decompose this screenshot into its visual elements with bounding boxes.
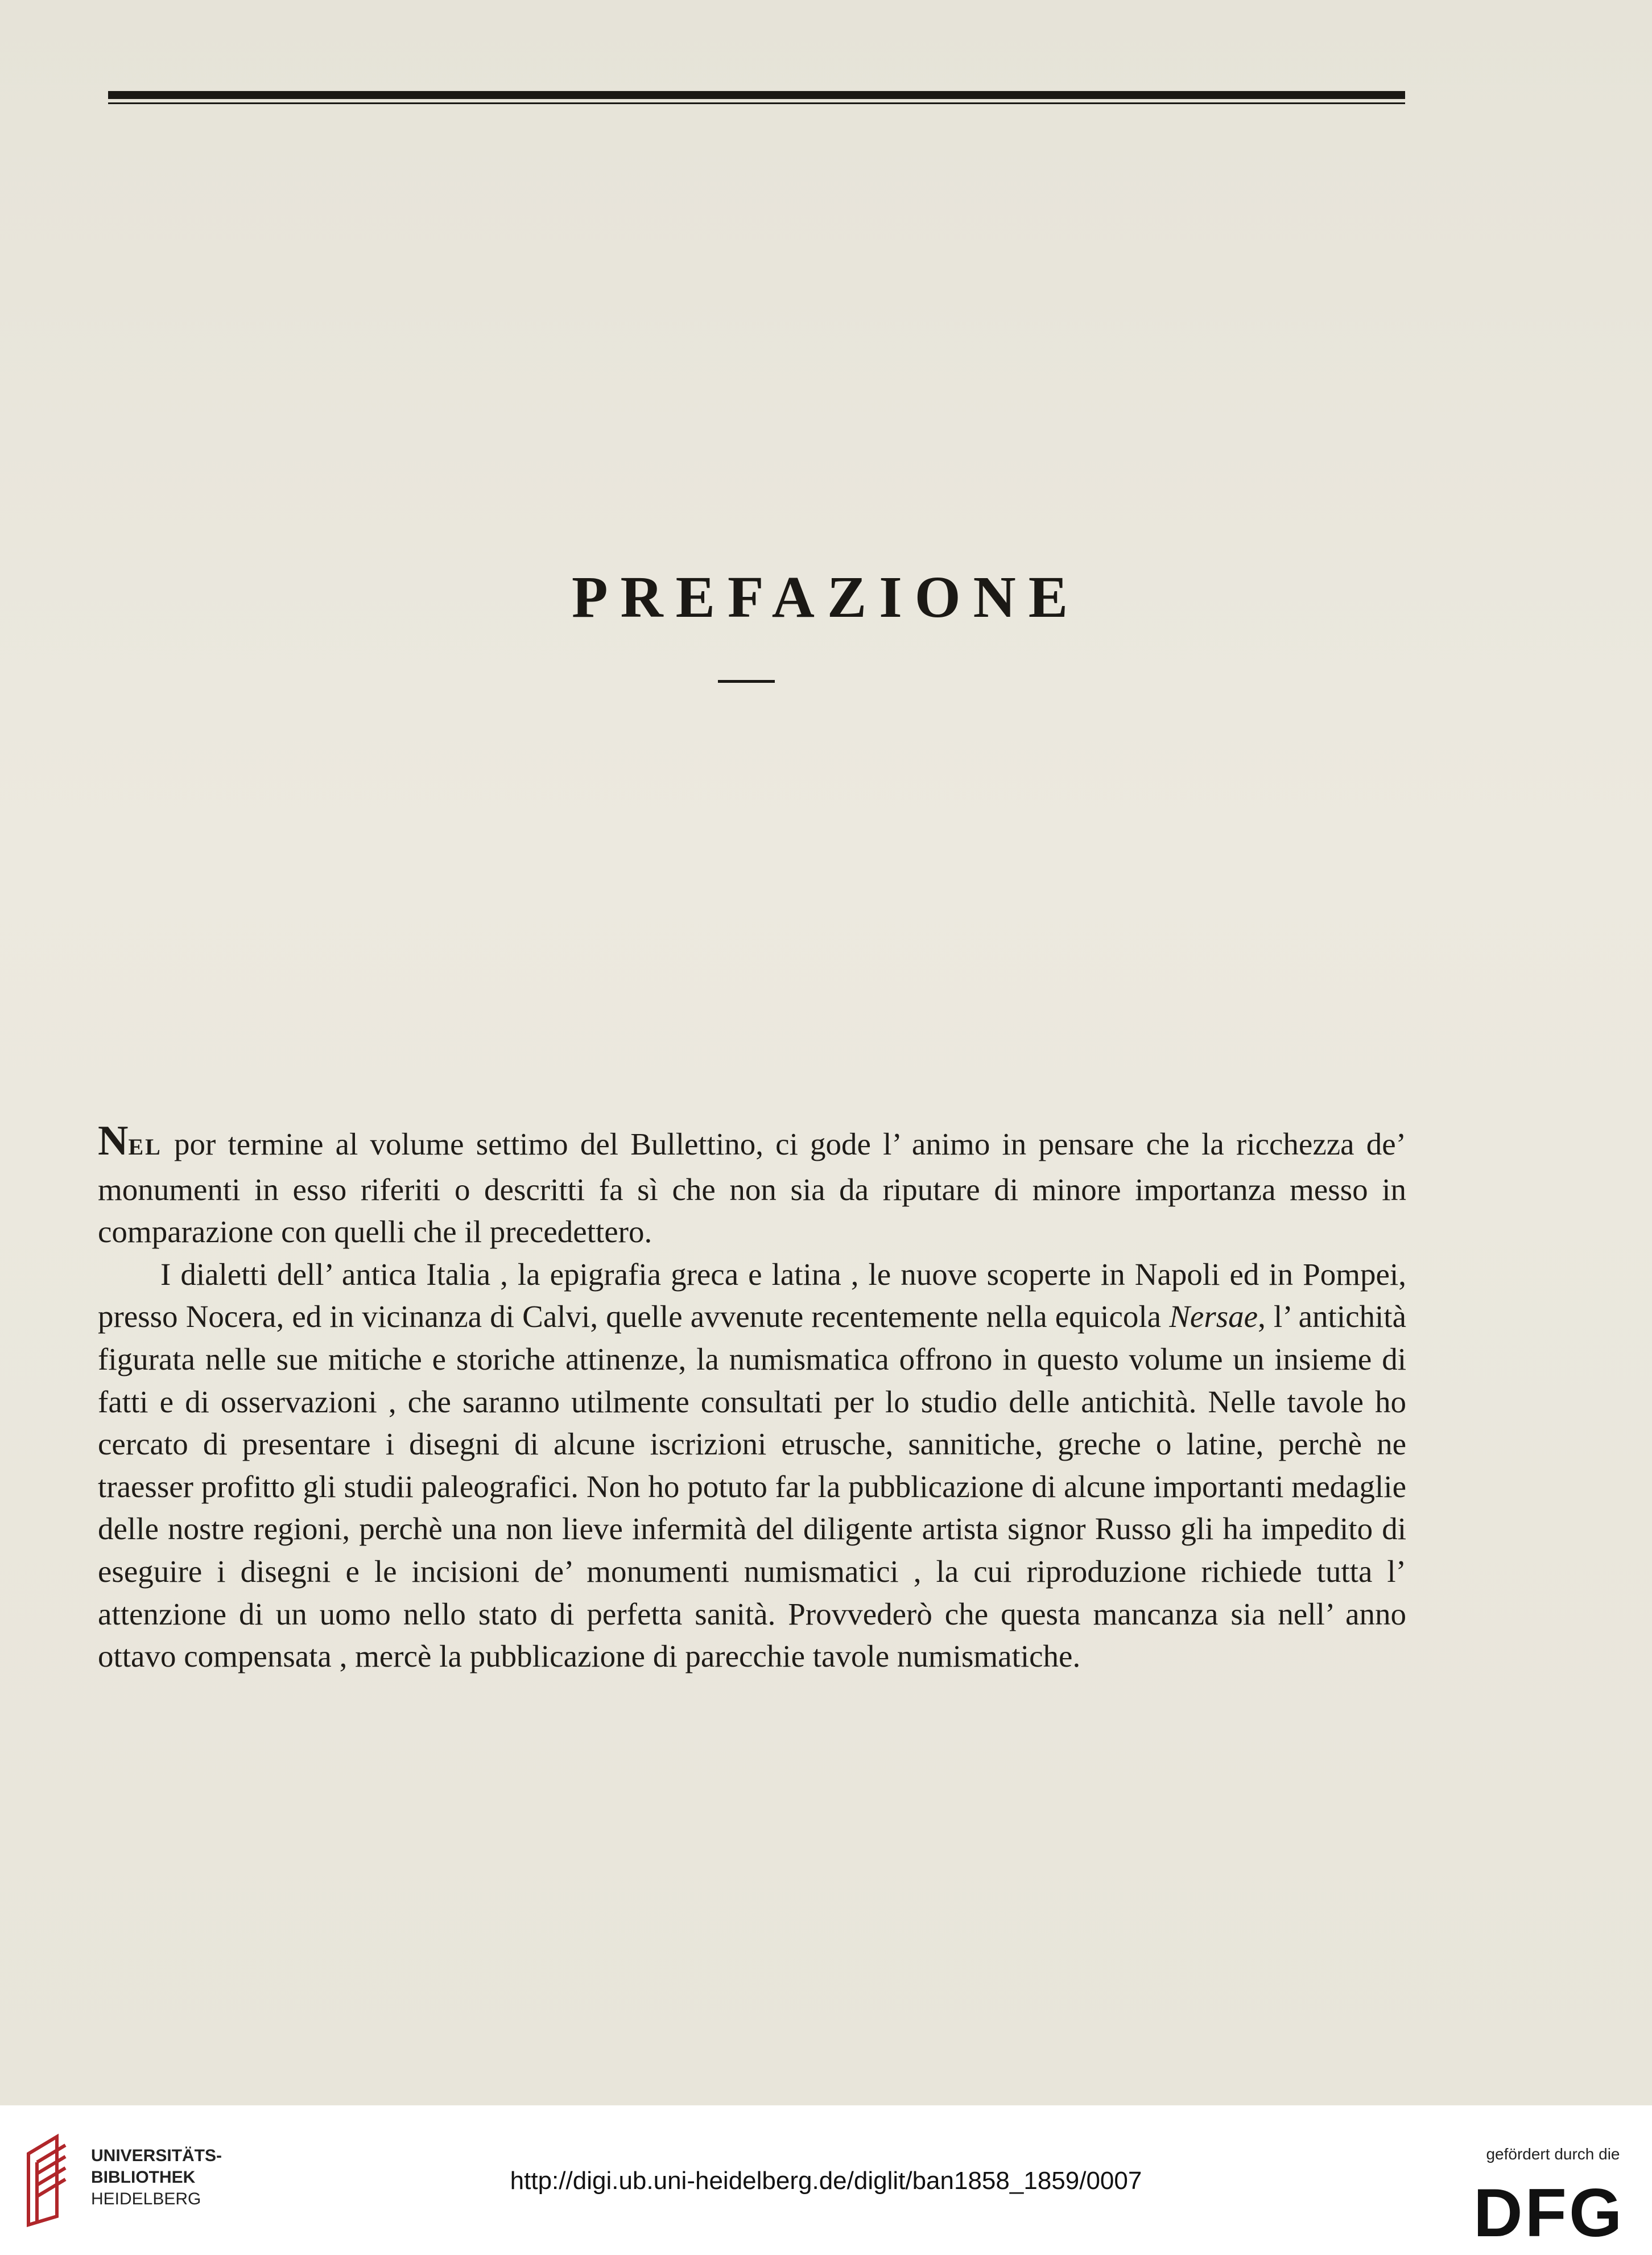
smallcaps-word: EL (128, 1134, 162, 1160)
italic-place-name: Nersae (1169, 1299, 1258, 1334)
paragraph-2-text-a: I dialetti dell’ antica Italia , la epigrafia greca e latina , le nuove scoperte in Napoli ed in Pompei, presso Nocera, ed in vicinanza di Calvi, quelle avvenute recentemente nella equicola (98, 1256, 1406, 1334)
paragraph-1 (98, 1120, 1406, 1254)
page-title: PREFAZIONE (571, 564, 1081, 630)
body-text (98, 1120, 1406, 1678)
drop-initial: N (98, 1118, 129, 1164)
library-name-line2: BIBLIOTHEK (91, 2168, 196, 2187)
paragraph-1-text: por termine al volume settimo del Bullettino, ci gode l’ animo in pensare che la ricchezza de’ monumenti in esso riferiti o descritti fa sì che non sia da riputare di minore importanza messo in comparazione con quelli che il precedettero. (98, 1127, 1406, 1250)
library-name-line3: HEIDELBERG (91, 2190, 201, 2208)
header-rule-thick (108, 91, 1405, 99)
library-name-line1: UNIVERSITÄTS- (91, 2146, 222, 2165)
paragraph-2 (98, 1254, 1406, 1678)
header-rule-thin (108, 102, 1405, 104)
paragraph-2-text-b: , l’ antichità figurata nelle sue mitiche e storiche attinenze, la numismatica offrono in questo volume un insieme di fatti e di osservazioni , che saranno utilmente consultati per lo studio delle antichità. Nelle tavole ho cercato di presentare i disegni di alcune iscrizioni etrusche, sannitiche, greche o latine, perchè ne traesser profitto gli studii paleografici. Non ho potuto far la pubblicazione di alcune importanti medaglie delle nostre regioni, perchè una non lieve infermità del diligente artista signor Russo gli ha impedito di eseguire i disegni e le incisioni de’ monumenti numismatici , la cui riproduzione richiede tutta l’ attenzione di un uomo nello stato di perfetta sanità. Provvederò che questa mancanza sia nell’ anno ottavo compensata , mercè la pubblicazione di parecchie tavole numismatiche. (98, 1299, 1406, 1674)
funding-caption: gefördert durch die (1486, 2145, 1620, 2163)
source-url-link[interactable]: http://digi.ub.uni-heidelberg.de/diglit/ban1858_1859/0007 (510, 2167, 1142, 2195)
dfg-logo: DFG (1473, 2175, 1625, 2251)
title-underline (718, 680, 775, 683)
